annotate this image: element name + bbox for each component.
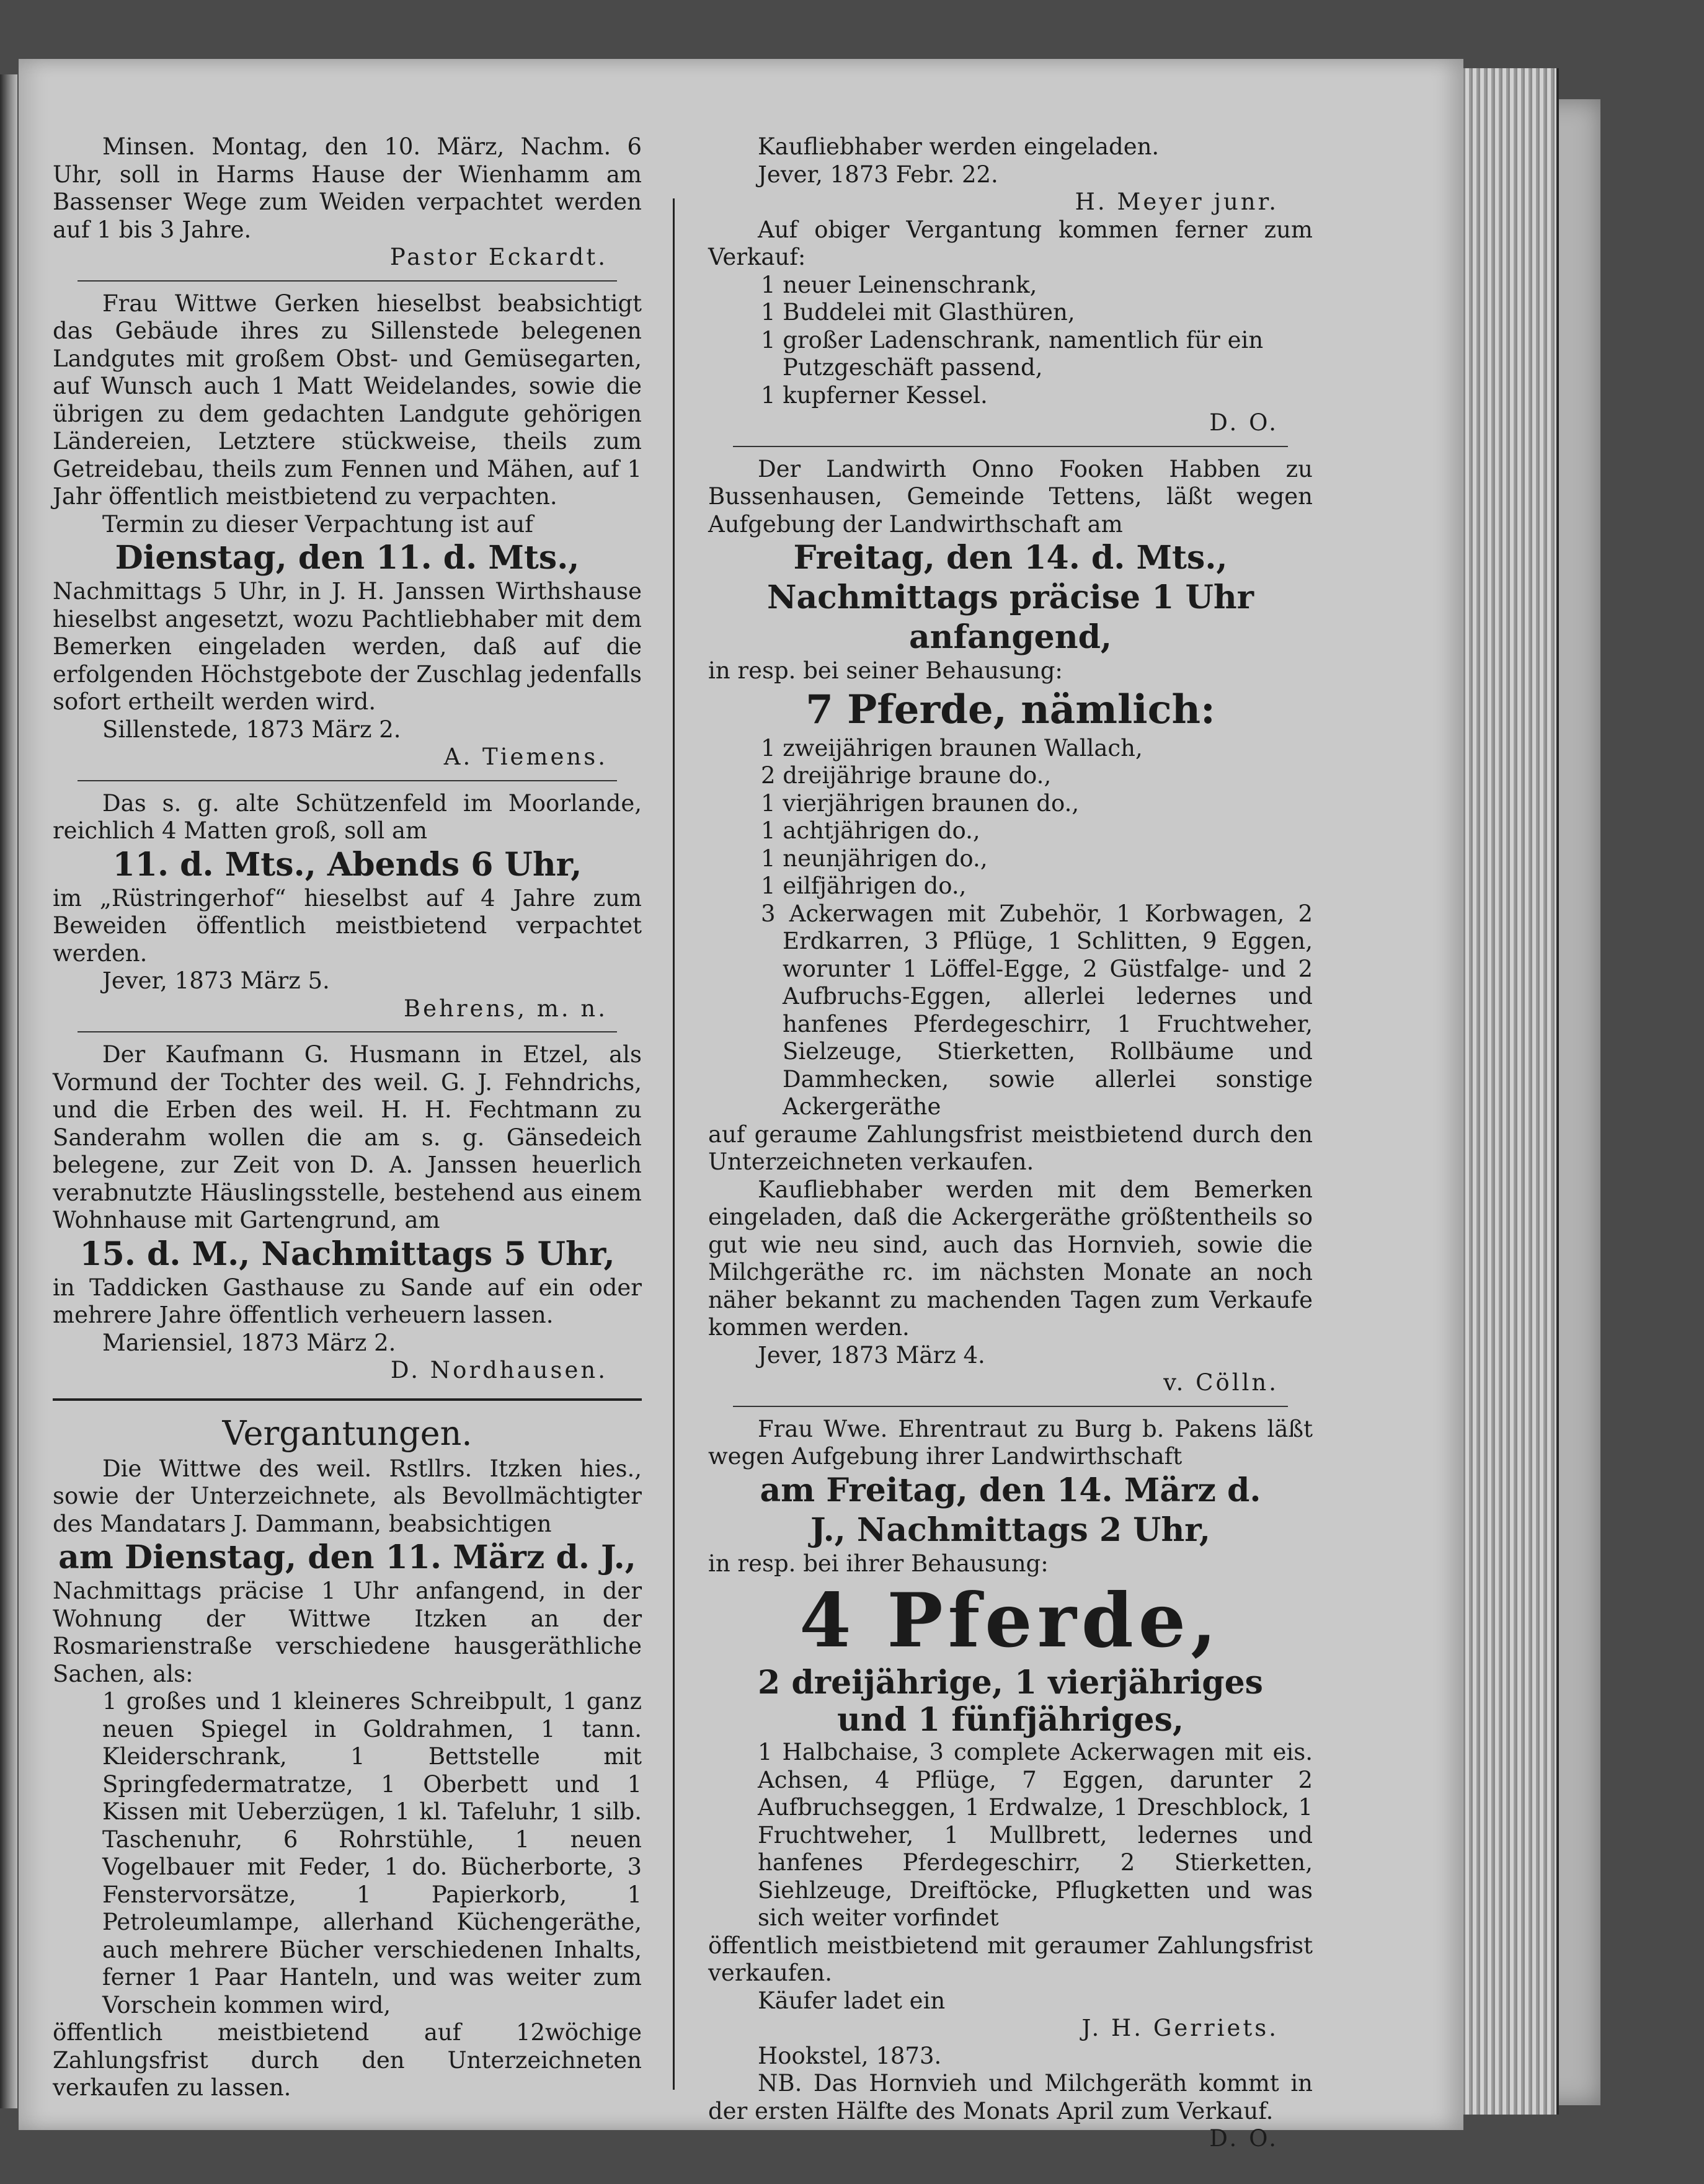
notice-body: auf geraume Zahlungsfrist meistbietend durch den Unterzeichneten verkaufen. [708,1121,1313,1175]
section-heading: Vergantungen. [222,1413,473,1453]
notice-body: Minsen. Montag, den 10. März, Nachm. 6 Uhr, soll in Harms Hause der Wienhamm am Bassenser Wege zum Weiden verpachtet werden auf 1 bis 3 Jahre. [53,133,642,243]
notice-body: Auf obiger Vergantung kommen ferner zum Verkauf: [708,216,1313,270]
notice-place-date: Jever, 1873 März 4. [758,1341,985,1369]
item-list [708,735,1313,1121]
notice-date: am Dienstag, den 11. März d. J., [58,1538,636,1576]
notice-itzken [53,1455,642,2102]
notice-signature: v. Cölln. [1163,1369,1279,1396]
notice-divider [733,1406,1288,1407]
list-item: 1 großer Ladenschrank, namentlich für ein Putzgeschäft passend, [761,326,1264,381]
notice-signature: D. O. [1209,2125,1279,2152]
notice-body: Termin zu dieser Verpachtung ist auf [102,510,533,538]
list-item: 1 eilfjährigen do., [761,872,967,899]
left-column [53,133,642,2102]
notice-items: 1 großes und 1 kleineres Schreibpult, 1 ganz neuen Spiegel in Goldrahmen, 1 tann. Kleiderschrank, 1 Bettstelle mit Springfedermatratze, 1 Oberbett und 1 Kissen mit Ueberzügen, 1 kl. Tafeluhr, 1 silb. Taschenuhr, 6 Rohrstühle, 1 neuen Vogelbauer mit Feder, 1 do. Bücherborte, 3 Fenstervorsätze, 1 Papierkorb, 1 Petroleumlampe, allerhand Küchengeräthe, auch mehrere Bücher verschiedenen Inhalts, ferner 1 Paar Hanteln, und was weiter zum Vorschein kommen wird, [102,1688,642,2018]
notice-place-date: Sillenstede, 1873 März 2. [102,716,401,743]
notice-items: 1 Halbchaise, 3 complete Ackerwagen mit eis. Achsen, 4 Pflüge, 7 Eggen, darunter 2 Aufbruchseggen, 1 Erdwalze, 1 Dreschblock, 1 Fruchtweher, 1 Mullbrett, ledernes und hanfenes Pferdegeschirr, 2 Stierketten, Siehlzeuge, Dreiftöcke, Pflugketten und was sich weiter vorfindet [758,1739,1313,1931]
notice-headline: 4 Pferde, [799,1577,1222,1664]
notice-note: NB. Das Hornvieh und Milchgeräth kommt in der ersten Hälfte des Monats April zum Verkauf. [708,2070,1313,2124]
notice-place-date: Hookstel, 1873. [758,2042,942,2069]
book-binding-left [0,74,17,2108]
notice-headline: 7 Pferde, nämlich: [805,686,1215,733]
notice-body: Die Wittwe des weil. Rstllrs. Itzken hies., sowie der Unterzeichnete, als Bevollmächtigter des Mandatars J. Dammann, beabsichtigen [53,1455,642,1537]
list-item: 1 kupferner Kessel. [761,381,988,409]
notice-divider [733,446,1288,447]
notice-body: in Taddicken Gasthause zu Sande auf ein oder mehrere Jahre öffentlich verheuern lassen. [53,1274,642,1328]
notice-signature: D. Nordhausen. [390,1357,608,1383]
list-item: 2 dreijährige braune do., [761,762,1052,789]
notice-signature: J. H. Gerriets. [1081,2015,1279,2041]
list-item: 1 achtjährigen do., [761,817,980,844]
column-divider [673,198,675,2090]
notice-divider [78,1031,617,1032]
notice-body: in resp. bei seiner Behausung: [708,657,1063,684]
notice-minsen [53,133,642,272]
notice-date: am Freitag, den 14. März d. J., Nachmittags 2 Uhr, [760,1471,1261,1549]
notice-body: in resp. bei ihrer Behausung: [708,1550,1049,1577]
item-list [708,272,1313,410]
notice-body: im „Rüstringerhof“ hieselbst auf 4 Jahre zum Beweiden öffentlich meistbietend verpachtet werden. [53,884,642,967]
list-item: 1 zweijährigen braunen Wallach, [761,734,1143,761]
notice-signature: D. O. [1209,409,1279,436]
right-column [708,133,1313,2153]
notice-ehrentraut [708,1416,1313,2153]
notice-subheadline: 2 dreijährige, 1 vierjähriges und 1 fünfjähriges, [758,1664,1263,1739]
notice-body: Käufer ladet ein [758,1987,946,2014]
notice-habben [708,456,1313,1397]
notice-signature: A. Tiemens. [443,744,608,770]
notice-body: Nachmittags präcise 1 Uhr anfangend, in der Wohnung der Wittwe Itzken an der Rosmarienstraße verschiedene hausgeräthliche Sachen, als: [53,1578,642,1687]
section-divider [53,1398,642,1401]
notice-place-date: Jever, 1873 März 5. [102,967,330,994]
notice-divider [78,280,617,282]
list-item: 1 Buddelei mit Glasthüren, [761,299,1075,326]
notice-date: Freitag, den 14. d. Mts., Nachmittags präcise 1 Uhr anfangend, [766,539,1254,656]
notice-body: Das s. g. alte Schützenfeld im Moorlande, reichlich 4 Matten groß, soll am [53,789,642,844]
notice-body: Kaufliebhaber werden mit dem Bemerken eingeladen, daß die Ackergeräthe größtentheils so gut wie neu sind, auch das Hornvieh, sowie die Milchgeräthe rc. im nächsten Monate an noch näher bekannt zu machenden Tagen zum Verkaufe kommen werden. [708,1176,1313,1341]
notice-place-date: Mariensiel, 1873 März 2. [102,1329,396,1356]
list-item: 1 neunjährigen do., [761,845,988,872]
notice-body: Nachmittags 5 Uhr, in J. H. Janssen Wirthshause hieselbst angesetzt, wozu Pachtliebhaber mit dem Bemerken eingeladen werden, daß auf die erfolgenden Höchstgebote der Zuschlag jedenfalls sofort ertheilt werden wird. [53,578,642,715]
notice-husmann [53,1041,642,1385]
notice-body: Der Landwirth Onno Fooken Habben zu Bussenhausen, Gemeinde Tettens, läßt wegen Aufgebung der Landwirthschaft am [708,455,1313,538]
list-item: 3 Ackerwagen mit Zubehör, 1 Korbwagen, 2 Erdkarren, 3 Pflüge, 1 Schlitten, 9 Eggen, worunter 1 Löffel-Egge, 2 Güstfalge- und 2 Aufbruchs-Eggen, allerlei ledernes und hanfenes Pferdegeschirr, 1 Fruchtweher, Sielzeuge, Stierketten, Rollbäume und Dammhecken, sowie allerlei sonstige Ackergeräthe [761,900,1313,1120]
notice-date: 11. d. Mts., Abends 6 Uhr, [112,845,582,884]
notice-signature: Pastor Eckardt. [389,244,608,270]
book-page-edges [1463,68,1559,2115]
notice-divider [78,780,617,781]
notice-date: 15. d. M., Nachmittags 5 Uhr, [79,1235,615,1273]
notice-body: öffentlich meistbietend mit geraumer Zahlungsfrist verkaufen. [708,1932,1313,1986]
notice-body: Frau Wittwe Gerken hieselbst beabsichtigt das Gebäude ihres zu Sillenstede belegenen Landgutes mit großem Obst- und Gemüsegarten, auf Wunsch auch 1 Matt Weidelandes, sowie die übrigen zu dem gedachten Landgute gehörigen Ländereien, Letztere stückweise, theils zum Getreidebau, theils zum Fennen und Mähen, auf 1 Jahr öffentlich meistbietend zu verpachten. [53,290,642,510]
notice-gerken [53,290,642,771]
notice-body: Der Kaufmann G. Husmann in Etzel, als Vormund der Tochter des weil. G. J. Fehndrichs, und die Erben des weil. H. H. Fechtmann zu Sanderahm wollen die am s. g. Gänsedeich belegene, zur Zeit von D. A. Janssen heuerlich verabnutzte Häuslingsstelle, bestehend aus einem Wohnhause mit Gartengrund, am [53,1041,642,1233]
notice-date: Dienstag, den 11. d. Mts., [115,539,580,577]
notice-meyer [708,133,1313,437]
list-item: 1 neuer Leinenschrank, [761,271,1037,298]
notice-signature: H. Meyer junr. [1075,189,1279,215]
notice-signature: Behrens, m. n. [403,995,608,1022]
notice-schuetzenfeld [53,790,642,1023]
notice-body: Kaufliebhaber werden eingeladen. [758,133,1160,160]
list-item: 1 vierjährigen braunen do., [761,789,1080,817]
notice-body: Frau Wwe. Ehrentraut zu Burg b. Pakens läßt wegen Aufgebung ihrer Landwirthschaft [708,1415,1313,1470]
notice-place-date: Jever, 1873 Febr. 22. [758,161,998,188]
notice-body: öffentlich meistbietend auf 12wöchige Zahlungsfrist durch den Unterzeichneten verkaufen zu lassen. [53,2019,642,2101]
